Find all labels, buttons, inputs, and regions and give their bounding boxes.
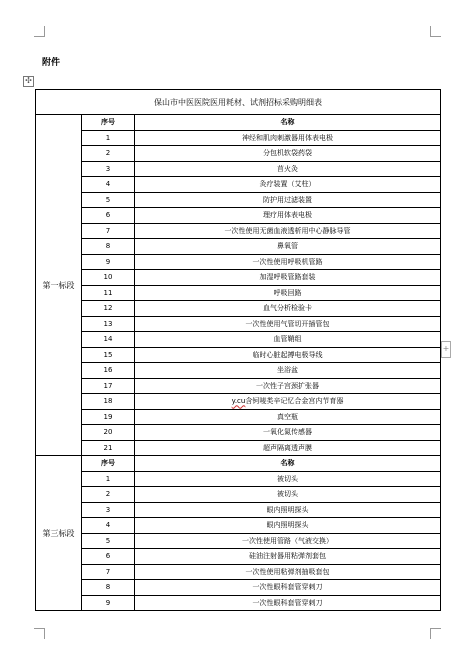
table-row — [36, 161, 441, 177]
row-seq-cell: 17 — [82, 378, 135, 394]
row-seq-cell: 8 — [82, 580, 135, 596]
table-row — [36, 549, 441, 565]
row-name-text: 超声隔离透声膜 — [263, 443, 312, 452]
column-header-name: 名称 — [135, 456, 441, 472]
row-name-text: 被切头 — [277, 490, 298, 499]
column-header-seq: 序号 — [82, 456, 135, 472]
row-seq-cell: 7 — [82, 223, 135, 239]
procurement-table — [35, 89, 441, 611]
row-name-cell — [135, 595, 441, 611]
row-name-text: 坐浴盆 — [277, 366, 298, 375]
row-seq-cell: 4 — [82, 518, 135, 534]
row-name-text: 苜火灸 — [277, 164, 298, 173]
row-seq-cell: 2 — [82, 487, 135, 503]
row-name-cell — [135, 177, 441, 193]
row-name-text: 呼吸回路 — [273, 288, 302, 297]
row-name-text: 一氧化氮传感器 — [263, 428, 312, 437]
row-name-cell — [135, 130, 441, 146]
move-icon[interactable]: ✣ — [23, 76, 34, 87]
section-header-row — [36, 456, 441, 472]
row-name-cell — [135, 363, 441, 379]
table-row — [36, 409, 441, 425]
table-row — [36, 487, 441, 503]
row-name-text: 鼻氧管 — [277, 242, 298, 251]
row-name-text: 真空瓶 — [277, 412, 298, 421]
row-seq-cell: 1 — [82, 471, 135, 487]
row-name-cell — [135, 270, 441, 286]
table-resize-handle[interactable]: + — [441, 341, 451, 358]
table-row — [36, 425, 441, 441]
row-name-cell — [135, 471, 441, 487]
table-row — [36, 533, 441, 549]
row-name-cell — [135, 518, 441, 534]
page-corner-mark-bottom-right — [430, 628, 441, 639]
section-header-row — [36, 115, 441, 131]
row-name-cell — [135, 549, 441, 565]
table-row — [36, 146, 441, 162]
row-name-cell — [135, 487, 441, 503]
row-seq-cell: 10 — [82, 270, 135, 286]
row-name-text: 一次性使用粘弹剂抽吸套包 — [245, 567, 330, 576]
row-name-text: 硅油注射器用粘弹剂套包 — [249, 552, 326, 561]
row-name-text: 被切头 — [277, 474, 298, 483]
row-name-text: 一次性眼科套管穿刺刀 — [252, 598, 323, 607]
row-name-cell — [135, 239, 441, 255]
page-corner-mark-bottom-left — [34, 628, 45, 639]
row-name-cell — [135, 254, 441, 270]
row-seq-cell: 9 — [82, 595, 135, 611]
row-seq-cell: 19 — [82, 409, 135, 425]
row-name-cell — [135, 223, 441, 239]
row-name-cell — [135, 332, 441, 348]
row-name-cell — [135, 533, 441, 549]
row-seq-cell: 12 — [82, 301, 135, 317]
row-seq-cell: 6 — [82, 549, 135, 565]
table-row — [36, 471, 441, 487]
table-row — [36, 564, 441, 580]
row-name-cell — [135, 409, 441, 425]
row-name-text: 理疗用体表电极 — [263, 211, 312, 220]
row-name-cell — [135, 192, 441, 208]
row-seq-cell: 15 — [82, 347, 135, 363]
row-name-text: 防护用过滤装置 — [263, 195, 312, 204]
row-name-cell — [135, 208, 441, 224]
row-name-cell — [135, 347, 441, 363]
table-row — [36, 285, 441, 301]
row-name-text: 灸疗装置（艾柱） — [259, 180, 316, 189]
table-row — [36, 440, 441, 456]
row-name-text: 一次性眼科套管穿刺刀 — [252, 583, 323, 592]
row-name-text: 一次性子宫颈扩张器 — [256, 381, 319, 390]
table-row — [36, 208, 441, 224]
table-row — [36, 363, 441, 379]
table-row — [36, 223, 441, 239]
row-seq-cell: 20 — [82, 425, 135, 441]
row-name-cell — [135, 440, 441, 456]
row-name-text: 神经和肌肉刺激器用体表电极 — [242, 133, 333, 142]
row-name-text: 加湿呼吸管路套装 — [259, 273, 316, 282]
page-corner-mark-top-right — [430, 26, 441, 37]
table-row — [36, 192, 441, 208]
row-seq-cell: 13 — [82, 316, 135, 332]
section-label: 第三标段 — [36, 456, 82, 611]
table-row — [36, 332, 441, 348]
row-name-text: 眼内照明探头 — [266, 521, 309, 530]
row-name-cell — [135, 580, 441, 596]
row-name-text: 一次性使用气管切开插管包 — [245, 319, 330, 328]
row-seq-cell: 5 — [82, 533, 135, 549]
section-label: 第一标段 — [36, 115, 82, 456]
row-name-cell — [135, 564, 441, 580]
row-name-cell — [135, 161, 441, 177]
column-header-seq: 序号 — [82, 115, 135, 131]
table-row — [36, 301, 441, 317]
table-row — [36, 502, 441, 518]
row-name-text: y.cu — [231, 397, 246, 406]
row-seq-cell: 21 — [82, 440, 135, 456]
attachment-label: 附件 — [42, 58, 61, 68]
table-row — [36, 239, 441, 255]
row-seq-cell: 3 — [82, 161, 135, 177]
row-name-cell — [135, 146, 441, 162]
table-title-row — [36, 90, 441, 115]
column-header-name: 名称 — [135, 115, 441, 131]
row-seq-cell: 16 — [82, 363, 135, 379]
row-name-cell — [135, 394, 441, 410]
row-name-text-rest: 含钶唛类辛记忆合金宫内节育器 — [245, 397, 344, 406]
row-seq-cell: 7 — [82, 564, 135, 580]
row-seq-cell: 6 — [82, 208, 135, 224]
row-name-text: 眼内照明探头 — [266, 505, 309, 514]
row-seq-cell: 9 — [82, 254, 135, 270]
row-seq-cell: 18 — [82, 394, 135, 410]
row-seq-cell: 3 — [82, 502, 135, 518]
table-row — [36, 130, 441, 146]
row-name-cell — [135, 425, 441, 441]
row-name-cell — [135, 378, 441, 394]
row-seq-cell: 8 — [82, 239, 135, 255]
row-name-cell — [135, 301, 441, 317]
row-seq-cell: 2 — [82, 146, 135, 162]
row-name-text: 分包机软袋药袋 — [263, 149, 312, 158]
row-name-text: 血气分析检验卡 — [263, 304, 312, 313]
row-name-text: 一次性使用无菌血液透析用中心静脉导管 — [224, 226, 351, 235]
table-row — [36, 580, 441, 596]
row-name-text: 临时心脏起搏电极导线 — [252, 350, 323, 359]
row-seq-cell: 11 — [82, 285, 135, 301]
table-row — [36, 595, 441, 611]
row-name-text: 血管鞘组 — [273, 335, 302, 344]
table-row — [36, 177, 441, 193]
table-row — [36, 316, 441, 332]
row-seq-cell: 14 — [82, 332, 135, 348]
table-title: 保山市中医医院医用耗材、试剂招标采购明细表 — [36, 90, 441, 115]
table-row — [36, 347, 441, 363]
row-seq-cell: 1 — [82, 130, 135, 146]
table-row — [36, 378, 441, 394]
table-row — [36, 394, 441, 410]
table-row — [36, 518, 441, 534]
row-name-text: 一次性使用呼吸机管路 — [252, 257, 323, 266]
table-row — [36, 270, 441, 286]
row-seq-cell: 4 — [82, 177, 135, 193]
row-seq-cell: 5 — [82, 192, 135, 208]
row-name-cell — [135, 316, 441, 332]
table-row — [36, 254, 441, 270]
row-name-cell — [135, 502, 441, 518]
page-corner-mark-top-left — [34, 26, 45, 37]
row-name-text: 一次性使用管路（气液交换） — [242, 536, 333, 545]
row-name-cell — [135, 285, 441, 301]
